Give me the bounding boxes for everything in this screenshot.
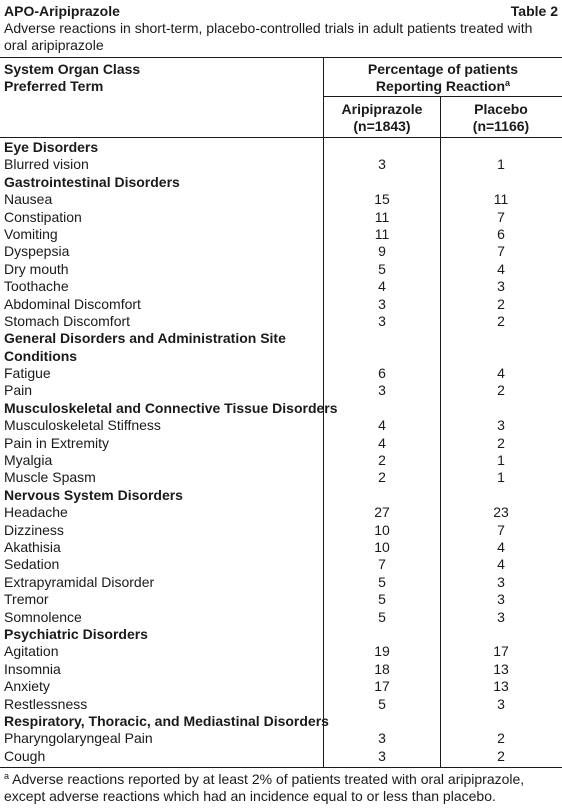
preferred-term: Cough bbox=[4, 747, 46, 764]
organ-class-row bbox=[0, 713, 562, 730]
placebo-value: 2 bbox=[497, 382, 505, 399]
aripiprazole-value: 27 bbox=[374, 504, 390, 521]
preferred-term: Pharyngolaryngeal Pain bbox=[4, 730, 153, 747]
placebo-value: 3 bbox=[497, 608, 505, 625]
aripiprazole-value: 3 bbox=[378, 382, 386, 399]
placebo-value: 11 bbox=[493, 191, 509, 208]
table-row bbox=[0, 556, 562, 573]
table-row bbox=[0, 313, 562, 330]
header-reporting-text: Reporting Reaction bbox=[375, 78, 506, 94]
preferred-term: Muscle Spasm bbox=[4, 469, 96, 486]
table-row bbox=[0, 591, 562, 608]
placebo-value: 7 bbox=[497, 243, 505, 260]
aripiprazole-value: 18 bbox=[374, 660, 390, 677]
aripiprazole-value: 10 bbox=[374, 521, 390, 538]
placebo-value: 3 bbox=[497, 591, 505, 608]
aripiprazole-value: 4 bbox=[378, 434, 386, 451]
aripiprazole-value: 11 bbox=[374, 225, 390, 242]
aripiprazole-value: 3 bbox=[378, 747, 386, 764]
header-aripiprazole: Aripiprazole bbox=[341, 101, 423, 117]
table-row bbox=[0, 522, 562, 539]
aripiprazole-value: 10 bbox=[374, 538, 390, 555]
preferred-term: Somnolence bbox=[4, 608, 82, 625]
title-row bbox=[4, 3, 558, 20]
preferred-term: Tremor bbox=[4, 591, 49, 608]
organ-class-row bbox=[0, 487, 562, 504]
placebo-value: 4 bbox=[497, 365, 505, 382]
organ-class-row bbox=[0, 626, 562, 643]
preferred-term: Nausea bbox=[4, 191, 53, 208]
preferred-term: Agitation bbox=[4, 643, 59, 660]
aripiprazole-value: 6 bbox=[378, 365, 386, 382]
header-percentage: Percentage of patients bbox=[367, 61, 519, 77]
table-row bbox=[0, 261, 562, 278]
table-row bbox=[0, 278, 562, 295]
table-row bbox=[0, 226, 562, 243]
table-row bbox=[0, 365, 562, 382]
preferred-term: Insomnia bbox=[4, 660, 61, 677]
header-placebo-n: (n=1166) bbox=[472, 118, 530, 134]
placebo-value: 4 bbox=[497, 260, 505, 277]
preferred-term: Anxiety bbox=[4, 678, 50, 695]
placebo-value: 13 bbox=[493, 678, 509, 695]
header-placebo: Placebo bbox=[474, 101, 528, 117]
footnote bbox=[4, 771, 560, 805]
aripiprazole-value: 17 bbox=[374, 678, 390, 695]
placebo-value: 6 bbox=[497, 225, 505, 242]
table-row bbox=[0, 696, 562, 713]
aripiprazole-value: 3 bbox=[378, 156, 386, 173]
organ-class-label: Gastrointestinal Disorders bbox=[4, 173, 180, 190]
preferred-term: Vomiting bbox=[4, 225, 58, 242]
organ-class-row bbox=[0, 348, 562, 365]
placebo-value: 7 bbox=[497, 521, 505, 538]
table-row bbox=[0, 748, 562, 765]
footnote-marker: a bbox=[4, 771, 10, 781]
organ-class-label: Psychiatric Disorders bbox=[4, 625, 148, 642]
placebo-value: 1 bbox=[497, 469, 505, 486]
table-top-rule bbox=[0, 57, 562, 58]
table-caption: Adverse reactions in short-term, placebo-controlled trials in adult patients treated with oral aripiprazole bbox=[4, 20, 533, 53]
table-bottom-rule bbox=[0, 767, 562, 768]
preferred-term: Restlessness bbox=[4, 695, 88, 712]
placebo-value: 4 bbox=[497, 538, 505, 555]
table-row bbox=[0, 539, 562, 556]
table-row bbox=[0, 417, 562, 434]
aripiprazole-value: 3 bbox=[378, 312, 386, 329]
aripiprazole-value: 3 bbox=[378, 730, 386, 747]
preferred-term: Extrapyramidal Disorder bbox=[4, 573, 155, 590]
preferred-term: Fatigue bbox=[4, 365, 51, 382]
aripiprazole-value: 5 bbox=[378, 573, 386, 590]
aripiprazole-value: 5 bbox=[378, 695, 386, 712]
preferred-term: Dyspepsia bbox=[4, 243, 70, 260]
placebo-value: 2 bbox=[497, 312, 505, 329]
table-row bbox=[0, 382, 562, 399]
organ-class-label: Nervous System Disorders bbox=[4, 486, 183, 503]
table-row bbox=[0, 678, 562, 695]
placebo-value: 2 bbox=[497, 747, 505, 764]
preferred-term: Sedation bbox=[4, 556, 60, 573]
table-row bbox=[0, 609, 562, 626]
preferred-term: Dizziness bbox=[4, 521, 64, 538]
placebo-value: 3 bbox=[497, 417, 505, 434]
organ-class-label: Musculoskeletal and Connective Tissue Disorders bbox=[4, 399, 338, 416]
header-soc: System Organ Class bbox=[4, 61, 141, 77]
placebo-value: 1 bbox=[497, 452, 505, 469]
table-row bbox=[0, 504, 562, 521]
aripiprazole-value: 11 bbox=[374, 208, 390, 225]
footnote-text: Adverse reactions reported by at least 2% of patients treated with oral aripiprazole, except adverse reactions which had an incidence equal to or less than placebo. bbox=[4, 771, 525, 804]
table-row bbox=[0, 209, 562, 226]
aripiprazole-value: 5 bbox=[378, 608, 386, 625]
preferred-term: Pain in Extremity bbox=[4, 434, 110, 451]
placebo-value: 2 bbox=[497, 730, 505, 747]
preferred-term: Dry mouth bbox=[4, 260, 69, 277]
subheader-rule bbox=[324, 96, 562, 97]
table-row bbox=[0, 156, 562, 173]
header-aripiprazole-n: (n=1843) bbox=[353, 118, 411, 134]
preferred-term: Abdominal Discomfort bbox=[4, 295, 141, 312]
organ-class-label: Eye Disorders bbox=[4, 139, 99, 155]
preferred-term: Akathisia bbox=[4, 538, 61, 555]
table-row bbox=[0, 452, 562, 469]
placebo-value: 13 bbox=[493, 660, 509, 677]
placebo-value: 2 bbox=[497, 434, 505, 451]
preferred-term: Toothache bbox=[4, 278, 69, 295]
placebo-value: 4 bbox=[497, 556, 505, 573]
aripiprazole-value: 5 bbox=[378, 591, 386, 608]
placebo-value: 1 bbox=[497, 156, 505, 173]
table-body bbox=[0, 139, 562, 765]
placebo-value: 2 bbox=[497, 295, 505, 312]
aripiprazole-value: 5 bbox=[378, 260, 386, 277]
header-footnote-marker: a bbox=[505, 78, 511, 88]
header-reporting bbox=[324, 78, 562, 95]
table-row bbox=[0, 469, 562, 486]
table-row bbox=[0, 191, 562, 208]
placebo-value: 3 bbox=[497, 695, 505, 712]
aripiprazole-value: 4 bbox=[378, 417, 386, 434]
document-title: APO-Aripiprazole bbox=[4, 3, 120, 19]
table-row bbox=[0, 730, 562, 747]
preferred-term: Blurred vision bbox=[4, 156, 89, 173]
aripiprazole-value: 2 bbox=[378, 452, 386, 469]
organ-class-label: Respiratory, Thoracic, and Mediastinal Disorders bbox=[4, 712, 329, 729]
preferred-term: Pain bbox=[4, 382, 33, 399]
table-row bbox=[0, 435, 562, 452]
organ-class-label: Conditions bbox=[4, 347, 78, 364]
header-bottom-rule bbox=[0, 137, 562, 138]
aripiprazole-value: 3 bbox=[378, 295, 386, 312]
aripiprazole-value: 9 bbox=[378, 243, 386, 260]
table-row bbox=[0, 643, 562, 660]
table-row bbox=[0, 296, 562, 313]
header-preferred-term: Preferred Term bbox=[4, 78, 104, 94]
table-row bbox=[0, 243, 562, 260]
organ-class-row bbox=[0, 139, 562, 156]
organ-class-row bbox=[0, 330, 562, 347]
placebo-value: 3 bbox=[497, 278, 505, 295]
organ-class-row bbox=[0, 400, 562, 417]
table-row bbox=[0, 574, 562, 591]
preferred-term: Myalgia bbox=[4, 452, 53, 469]
aripiprazole-value: 2 bbox=[378, 469, 386, 486]
organ-class-row bbox=[0, 174, 562, 191]
preferred-term: Constipation bbox=[4, 208, 82, 225]
preferred-term: Musculoskeletal Stiffness bbox=[4, 417, 161, 434]
aripiprazole-value: 4 bbox=[378, 278, 386, 295]
aripiprazole-value: 15 bbox=[374, 191, 390, 208]
placebo-value: 23 bbox=[493, 504, 509, 521]
aripiprazole-value: 19 bbox=[374, 643, 390, 660]
placebo-value: 3 bbox=[497, 573, 505, 590]
preferred-term: Stomach Discomfort bbox=[4, 312, 131, 329]
organ-class-label: General Disorders and Administration Site bbox=[4, 330, 286, 347]
table-label: Table 2 bbox=[510, 3, 558, 19]
preferred-term: Headache bbox=[4, 504, 68, 521]
placebo-value: 7 bbox=[497, 208, 505, 225]
placebo-value: 17 bbox=[493, 643, 509, 660]
table-row bbox=[0, 661, 562, 678]
aripiprazole-value: 7 bbox=[378, 556, 386, 573]
